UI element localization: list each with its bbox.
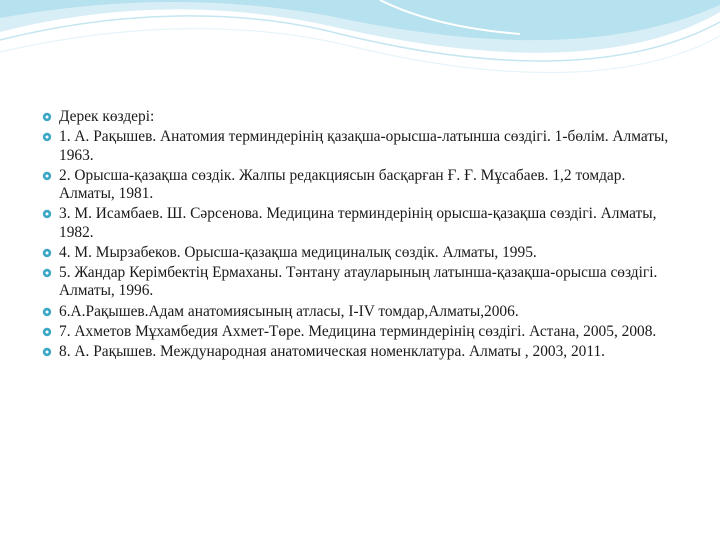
list-item-text: 1. А. Рақышев. Анатомия терминдерінің қазақша-орысша-латынша сөздігі. 1-бөлім. Алматы, 1963. — [59, 128, 669, 164]
list-item-text: 6.А.Рақышев.Адам анатомиясының атласы, I-IV томдар,Алматы,2006. — [59, 302, 519, 320]
list-item — [40, 167, 680, 204]
list-item — [40, 303, 680, 322]
list-item-text: 2. Орысша-қазақша сөздік. Жалпы редакциясын басқарған Ғ. Ғ. Мұсабаев. 1,2 томдар. Алматы, 1981. — [59, 166, 626, 203]
list-item — [40, 323, 680, 342]
circle-bullet-icon — [42, 171, 52, 181]
list-item-text: 5. Жандар Керімбектің Ермаханы. Тәнтану атауларының латынша-қазақша-орысша сөздігі. Алматы, 1996. — [59, 263, 658, 300]
circle-bullet-icon — [42, 268, 52, 278]
list-item-text: 3. М. Исамбаев. Ш. Сәрсенова. Медицина терминдерінің орысша-қазақша сөздігі. Алматы, 1982. — [59, 205, 657, 241]
list-item — [40, 108, 680, 127]
list-item-text: 4. М. Мырзабеков. Орысша-қазақша медициналық сөздік. Алматы, 1995. — [59, 243, 537, 261]
list-item-text: Дерек көздері: — [59, 108, 155, 125]
list-item — [40, 264, 680, 301]
list-item — [40, 244, 680, 263]
circle-bullet-icon — [42, 347, 52, 357]
circle-bullet-icon — [42, 307, 52, 317]
list-item — [40, 128, 680, 165]
circle-bullet-icon — [42, 327, 52, 337]
header-wave-decoration — [0, 0, 720, 120]
circle-bullet-icon — [42, 132, 52, 142]
list-item-text: 8. А. Рақышев. Международная анатомическая номенклатура. Алматы , 2003, 2011. — [59, 342, 606, 360]
list-item — [40, 205, 680, 242]
circle-bullet-icon — [42, 112, 52, 122]
list-item — [40, 343, 680, 362]
reference-list — [40, 108, 680, 363]
list-item-text: 7. Ахметов Мұхамбедия Ахмет-Төре. Медицина терминдерінің сөздігі. Астана, 2005, 2008. — [59, 322, 657, 340]
circle-bullet-icon — [42, 209, 52, 219]
circle-bullet-icon — [42, 248, 52, 258]
